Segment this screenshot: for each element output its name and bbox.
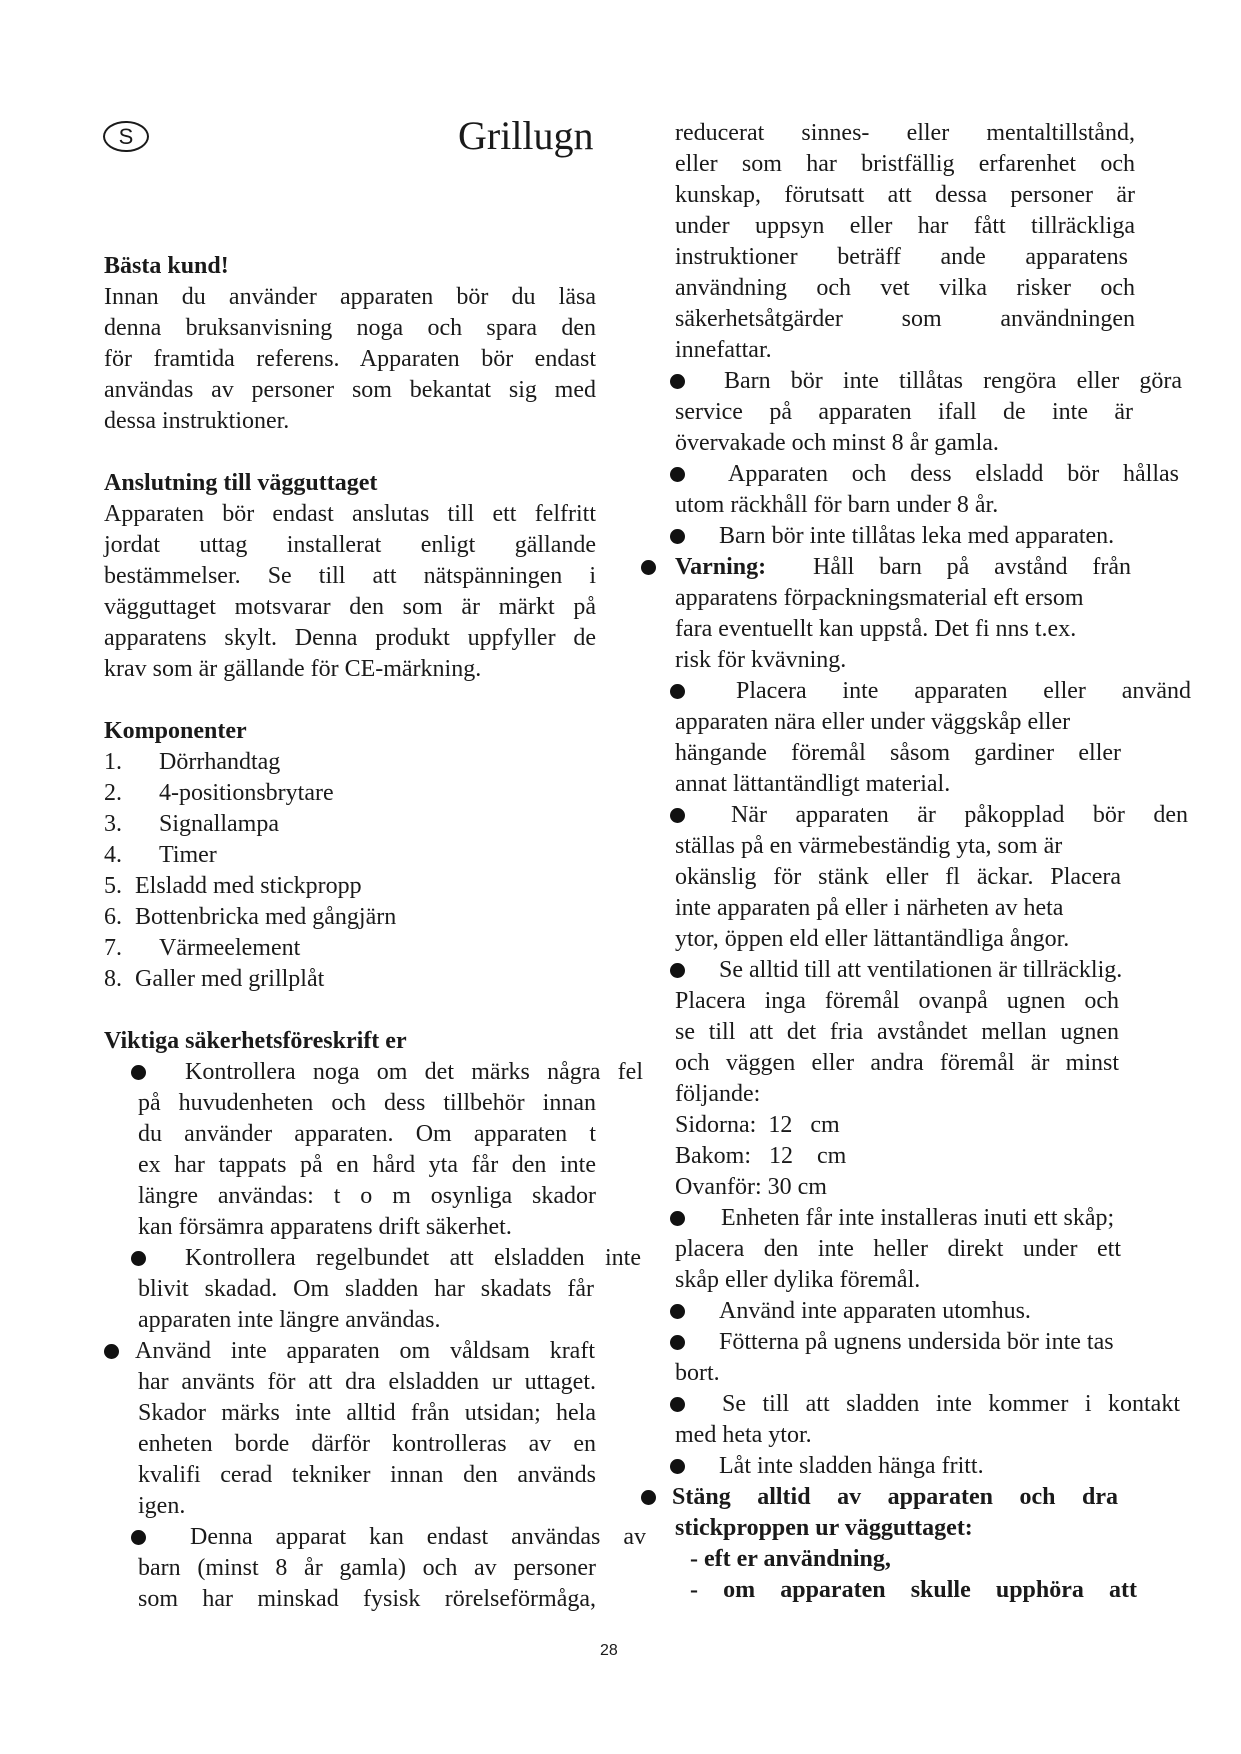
body-line: användning och vet vilka risker och bbox=[675, 275, 1135, 301]
body-line: följande: bbox=[675, 1081, 761, 1107]
safety-line: Denna apparat kan endast användas av bbox=[190, 1524, 646, 1550]
body-line: Stäng alltid av apparaten och dra bbox=[672, 1484, 1118, 1510]
clearance-back: Bakom: 12 cm bbox=[675, 1143, 847, 1169]
body-line: ytor, öppen eld eller lättantändliga ångor. bbox=[675, 926, 1070, 952]
component-label: Galler med grillplåt bbox=[135, 966, 325, 992]
safety-heading: Viktiga säkerhetsföreskrift er bbox=[104, 1028, 407, 1054]
component-number: 6. bbox=[104, 904, 122, 930]
safety-line: ex har tappats på en hård yta får den inte bbox=[138, 1152, 596, 1178]
body-line: annat lättantändligt material. bbox=[675, 771, 951, 797]
body-line: Placera inga föremål ovanpå ugnen och bbox=[675, 988, 1119, 1014]
intro-line: dessa instruktioner. bbox=[104, 408, 290, 434]
bullet-icon bbox=[670, 1459, 685, 1474]
safety-line: Kontrollera noga om det märks några fel bbox=[185, 1059, 643, 1085]
bullet-icon bbox=[131, 1065, 146, 1080]
language-code: S bbox=[118, 123, 134, 149]
safety-line: du använder apparaten. Om apparaten t bbox=[138, 1121, 596, 1147]
component-label: Signallampa bbox=[159, 811, 279, 837]
bullet-icon bbox=[641, 1490, 656, 1505]
intro-heading: Bästa kund! bbox=[104, 253, 229, 279]
connection-heading: Anslutning till vägguttaget bbox=[104, 470, 378, 496]
safety-line: Skador märks inte alltid från utsidan; hela bbox=[138, 1400, 596, 1426]
body-line: Se alltid till att ventilationen är tillräcklig. bbox=[719, 957, 1123, 983]
body-line: reducerat sinnes- eller mentaltillstånd, bbox=[675, 120, 1135, 146]
component-number: 5. bbox=[104, 873, 122, 899]
body-line: innefattar. bbox=[675, 337, 772, 363]
bullet-icon bbox=[670, 467, 685, 482]
body-line: apparatens förpackningsmaterial eft ersom bbox=[675, 585, 1084, 611]
component-number: 7. bbox=[104, 935, 122, 961]
warning-label: Varning: bbox=[675, 554, 767, 580]
safety-line: kan försämra apparatens drift säkerhet. bbox=[138, 1214, 512, 1240]
safety-line: som har minskad fysisk rörelseförmåga, bbox=[138, 1586, 596, 1612]
safety-line: enheten borde därför kontrolleras av en bbox=[138, 1431, 596, 1457]
body-line: Enheten får inte installeras inuti ett skåp; bbox=[721, 1205, 1115, 1231]
body-line: fara eventuellt kan uppstå. Det fi nns t.ex. bbox=[675, 616, 1077, 642]
body-line: Fötterna på ugnens undersida bör inte tas bbox=[719, 1329, 1114, 1355]
connection-line: bestämmelser. Se till att nätspänningen i bbox=[104, 563, 596, 589]
connection-line: krav som är gällande för CE-märkning. bbox=[104, 656, 482, 682]
body-line: Använd inte apparaten utomhus. bbox=[719, 1298, 1031, 1324]
bullet-icon bbox=[104, 1344, 119, 1359]
safety-line: blivit skadad. Om sladden har skadats får bbox=[138, 1276, 594, 1302]
component-label: 4-positionsbrytare bbox=[159, 780, 334, 806]
bullet-icon bbox=[670, 1397, 685, 1412]
body-line: kunskap, förutsatt att dessa personer är bbox=[675, 182, 1135, 208]
safety-line: barn (minst 8 år gamla) och av personer bbox=[138, 1555, 596, 1581]
body-line: bort. bbox=[675, 1360, 720, 1386]
intro-line: användas av personer som bekantat sig med bbox=[104, 377, 596, 403]
components-heading: Komponenter bbox=[104, 718, 247, 744]
safety-line: Använd inte apparaten om våldsam kraft bbox=[135, 1338, 595, 1364]
component-label: Timer bbox=[159, 842, 217, 868]
body-line: under uppsyn eller har fått tillräckliga bbox=[675, 213, 1135, 239]
body-line: apparaten nära eller under väggskåp eller bbox=[675, 709, 1071, 735]
bullet-icon bbox=[131, 1251, 146, 1266]
component-number: 8. bbox=[104, 966, 122, 992]
body-line: inte apparaten på eller i närheten av heta bbox=[675, 895, 1064, 921]
safety-line: apparaten inte längre användas. bbox=[138, 1307, 441, 1333]
bullet-icon bbox=[670, 808, 685, 823]
clearance-sides: Sidorna: 12 cm bbox=[675, 1112, 840, 1138]
body-line: instruktioner beträff ande apparatens bbox=[675, 244, 1128, 270]
connection-line: jordat uttag installerat enligt gällande bbox=[104, 532, 596, 558]
body-line: risk för kvävning. bbox=[675, 647, 847, 673]
body-line: utom räckhåll för barn under 8 år. bbox=[675, 492, 999, 518]
component-number: 2. bbox=[104, 780, 122, 806]
body-line: stickproppen ur vägguttaget: bbox=[675, 1515, 973, 1541]
body-line: eller som har bristfällig erfarenhet och bbox=[675, 151, 1135, 177]
body-line: service på apparaten ifall de inte är bbox=[675, 399, 1133, 425]
clearance-top: Ovanför: 30 cm bbox=[675, 1174, 827, 1200]
body-line: Barn bör inte tillåtas rengöra eller göra bbox=[724, 368, 1182, 394]
body-line: ställas på en värmebeständig yta, som är bbox=[675, 833, 1063, 859]
body-line: placera den inte heller direkt under ett bbox=[675, 1236, 1121, 1262]
body-line: hängande föremål såsom gardiner eller bbox=[675, 740, 1121, 766]
intro-line: för framtida referens. Apparaten bör endast bbox=[104, 346, 596, 372]
body-line: - eft er användning, bbox=[690, 1546, 891, 1572]
component-label: Bottenbricka med gångjärn bbox=[135, 904, 397, 930]
body-line: skåp eller dylika föremål. bbox=[675, 1267, 921, 1293]
safety-line: har använts för att dra elsladden ur uttaget. bbox=[138, 1369, 596, 1395]
bullet-icon bbox=[670, 684, 685, 699]
body-line: - om apparaten skulle upphöra att bbox=[690, 1577, 1137, 1603]
component-label: Värmeelement bbox=[159, 935, 301, 961]
body-line: Apparaten och dess elsladd bör hållas bbox=[728, 461, 1179, 487]
body-line: Håll barn på avstånd från bbox=[813, 554, 1131, 580]
safety-line: längre användas: t o m osynliga skador bbox=[138, 1183, 596, 1209]
body-line: När apparaten är påkopplad bör den bbox=[731, 802, 1188, 828]
component-number: 3. bbox=[104, 811, 122, 837]
connection-line: Apparaten bör endast anslutas till ett felfritt bbox=[104, 501, 596, 527]
body-line: se till att det fria avståndet mellan ugnen bbox=[675, 1019, 1119, 1045]
body-line: säkerhetsåtgärder som användningen bbox=[675, 306, 1135, 332]
intro-line: denna bruksanvisning noga och spara den bbox=[104, 315, 596, 341]
body-line: med heta ytor. bbox=[675, 1422, 812, 1448]
body-line: Placera inte apparaten eller använd bbox=[736, 678, 1191, 704]
safety-line: igen. bbox=[138, 1493, 186, 1519]
bullet-icon bbox=[670, 1304, 685, 1319]
body-line: Se till att sladden inte kommer i kontakt bbox=[722, 1391, 1180, 1417]
body-line: okänslig för stänk eller fl äckar. Placera bbox=[675, 864, 1121, 890]
body-line: Låt inte sladden hänga fritt. bbox=[719, 1453, 984, 1479]
safety-line: kvalifi cerad tekniker innan den används bbox=[138, 1462, 596, 1488]
body-line: och väggen eller andra föremål är minst bbox=[675, 1050, 1119, 1076]
bullet-icon bbox=[670, 963, 685, 978]
intro-line: Innan du använder apparaten bör du läsa bbox=[104, 284, 596, 310]
component-number: 4. bbox=[104, 842, 122, 868]
connection-line: apparatens skylt. Denna produkt uppfyller de bbox=[104, 625, 596, 651]
right-column bbox=[640, 0, 1241, 1754]
body-line: övervakade och minst 8 år gamla. bbox=[675, 430, 999, 456]
page-number: 28 bbox=[600, 1642, 618, 1659]
bullet-icon bbox=[670, 529, 685, 544]
safety-line: Kontrollera regelbundet att elsladden inte bbox=[185, 1245, 641, 1271]
bullet-icon bbox=[131, 1530, 146, 1545]
bullet-icon bbox=[670, 374, 685, 389]
connection-line: vägguttaget motsvarar den som är märkt på bbox=[104, 594, 596, 620]
bullet-icon bbox=[670, 1211, 685, 1226]
safety-line: på huvudenheten och dess tillbehör innan bbox=[138, 1090, 596, 1116]
component-number: 1. bbox=[104, 749, 122, 775]
bullet-icon bbox=[670, 1335, 685, 1350]
body-line: Barn bör inte tillåtas leka med apparaten. bbox=[719, 523, 1115, 549]
page-title: Grillugn bbox=[458, 113, 594, 158]
component-label: Dörrhandtag bbox=[159, 749, 281, 775]
bullet-icon bbox=[641, 560, 656, 575]
component-label: Elsladd med stickpropp bbox=[135, 873, 362, 899]
